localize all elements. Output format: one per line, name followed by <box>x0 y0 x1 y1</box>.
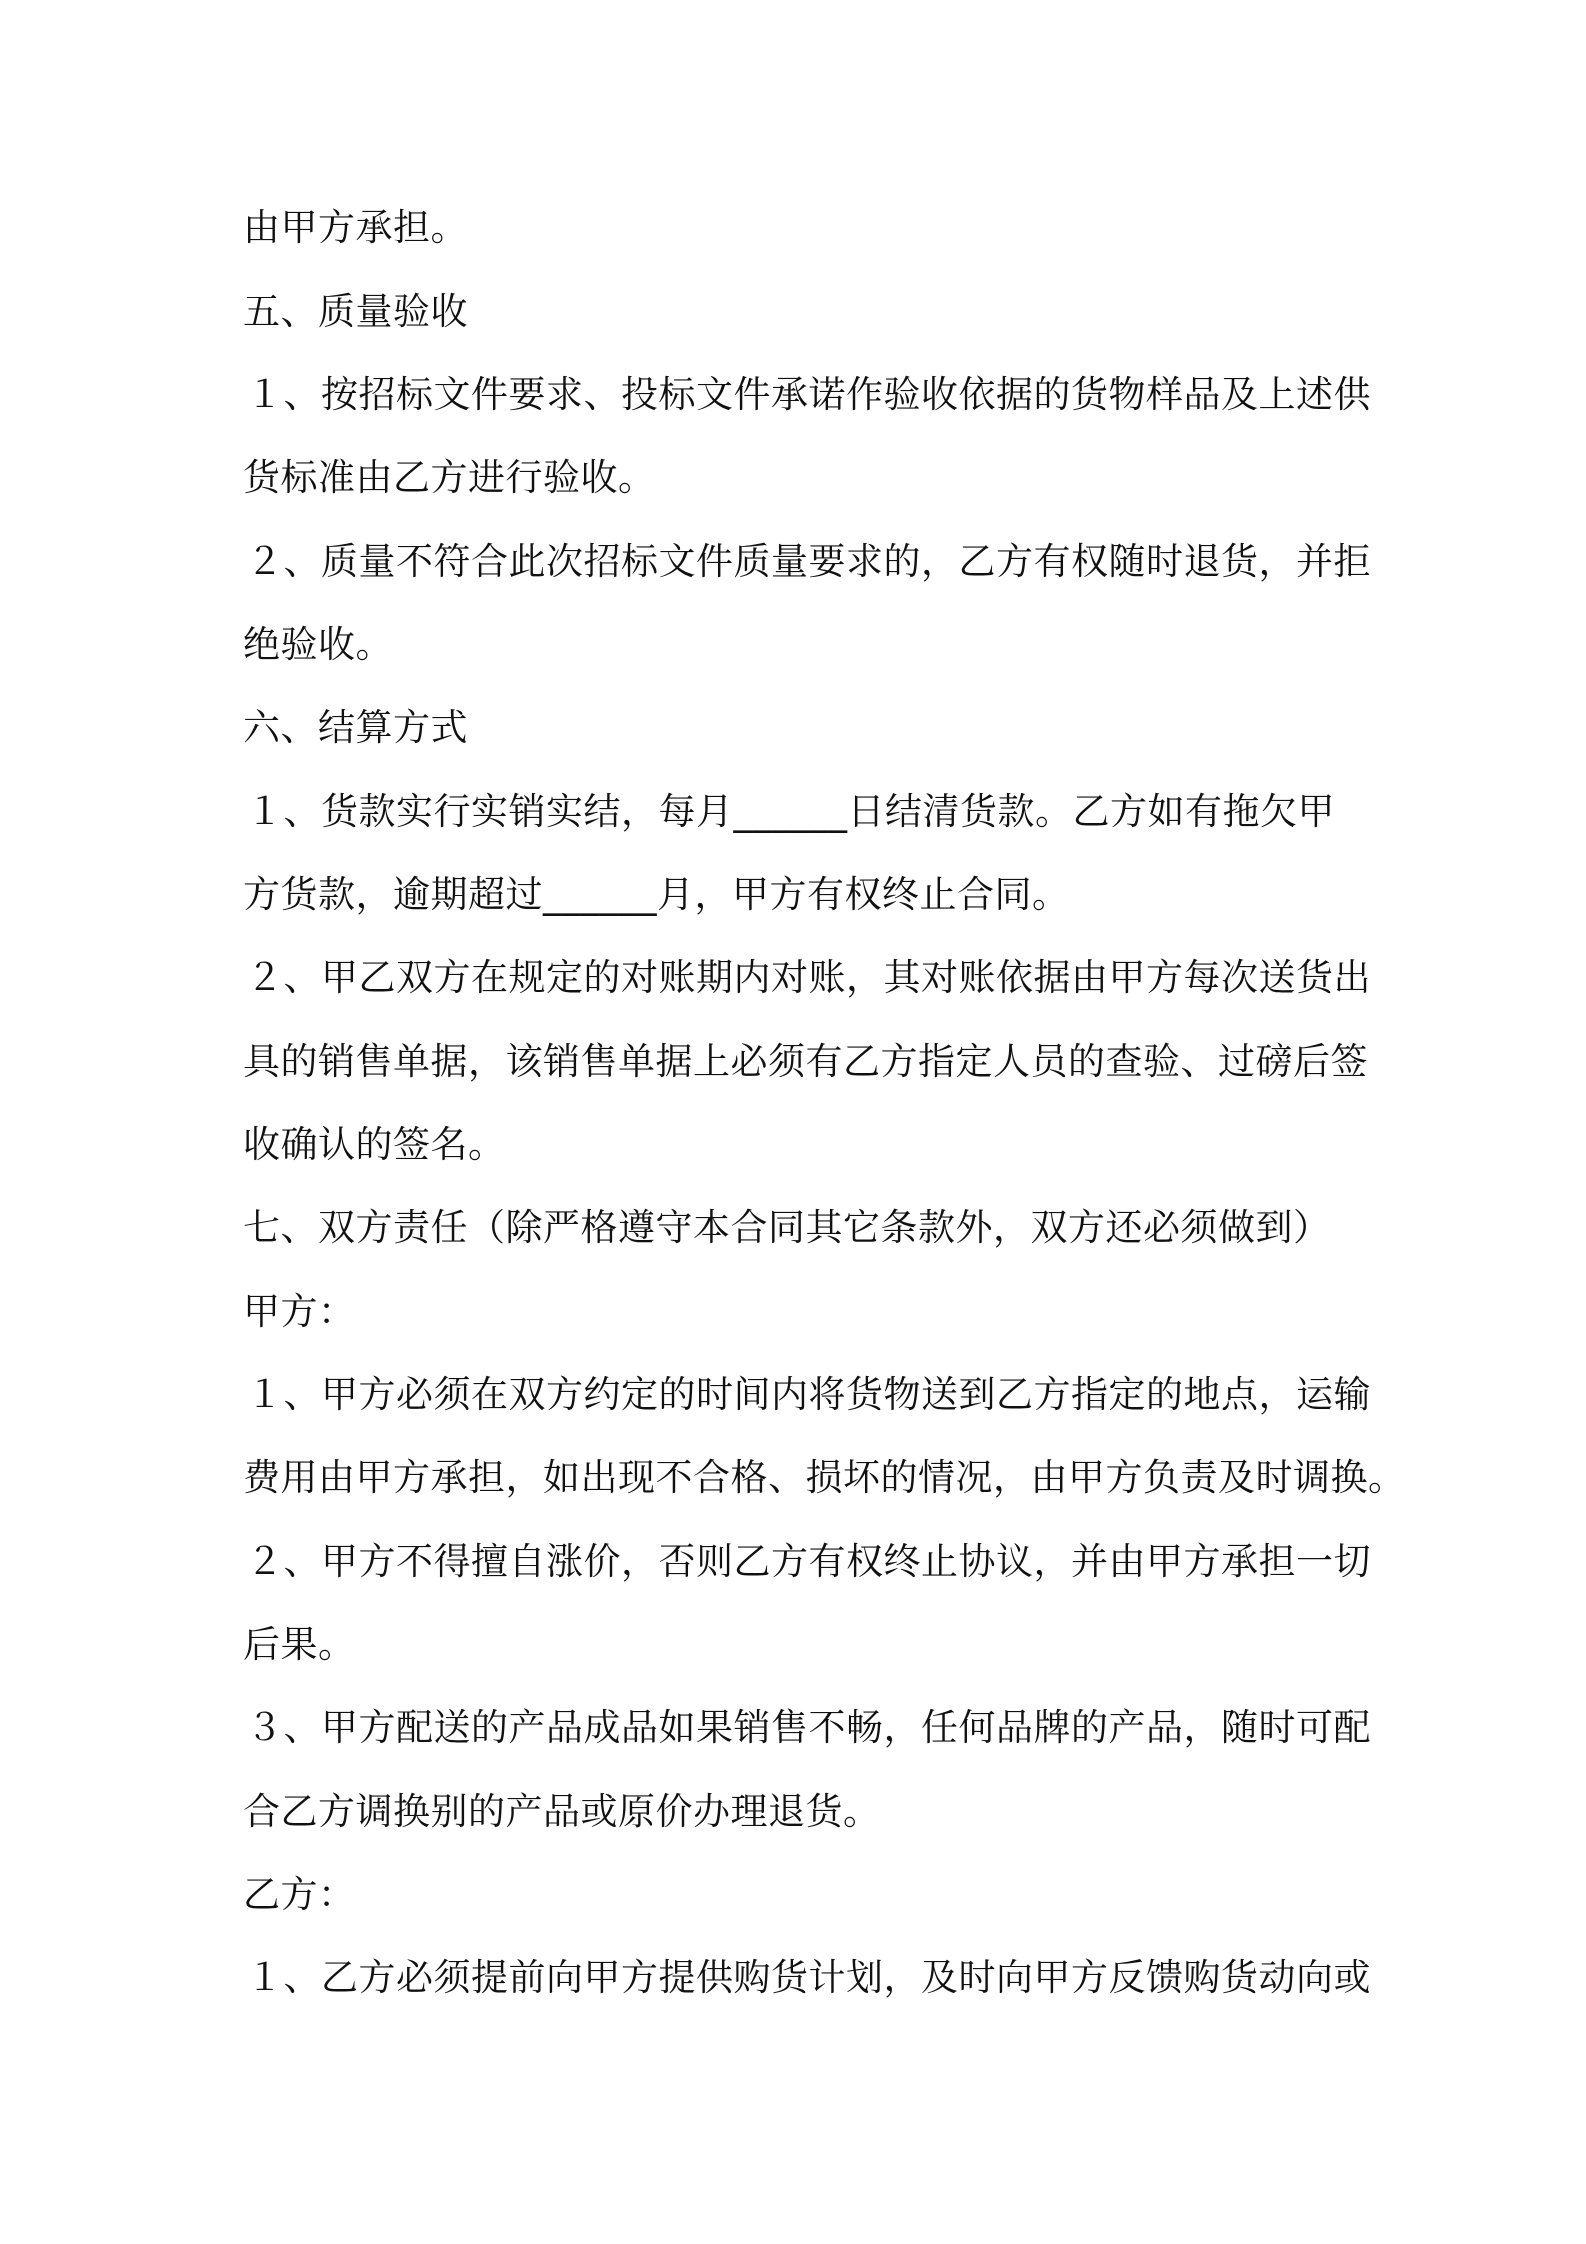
text-line: １、乙方必须提前向甲方提供购货计划，及时向甲方反馈购货动向或 <box>246 1956 1371 1999</box>
text-line: 绝验收。 <box>243 623 393 666</box>
text-line: ２、甲方不得擅自涨价，否则乙方有权终止协议，并由甲方承担一切 <box>246 1540 1371 1583</box>
text-line: ２、甲乙双方在规定的对账期内对账，其对账依据由甲方每次送货出 <box>246 956 1371 999</box>
text-line: ３、甲方配送的产品成品如果销售不畅，任何品牌的产品，随时可配 <box>246 1706 1371 1749</box>
text-line: ２、质量不符合此次招标文件质量要求的，乙方有权随时退货，并拒 <box>246 540 1371 583</box>
section-heading: 七、双方责任（除严格遵守本合同其它条款外，双方还必须做到） <box>243 1206 1331 1249</box>
text-line: １、货款实行实销实结，每月______日结清货款。乙方如有拖欠甲 <box>246 790 1335 833</box>
section-heading: 五、质量验收 <box>243 290 468 333</box>
party-heading: 甲方： <box>243 1290 356 1333</box>
text-line: 合乙方调换别的产品或原价办理退货。 <box>243 1790 881 1833</box>
text-line: 费用由甲方承担，如出现不合格、损坏的情况，由甲方负责及时调换。 <box>243 1456 1406 1499</box>
text-line: 货标准由乙方进行验收。 <box>243 456 656 499</box>
text-line: １、按招标文件要求、投标文件承诺作验收依据的货物样品及上述供 <box>246 373 1371 416</box>
section-heading: 六、结算方式 <box>243 706 468 749</box>
text-line: 收确认的签名。 <box>243 1123 506 1166</box>
party-heading: 乙方： <box>243 1873 356 1916</box>
text-line: 具的销售单据，该销售单据上必须有乙方指定人员的查验、过磅后签 <box>243 1040 1368 1083</box>
text-line: 方货款，逾期超过______月，甲方有权终止合同。 <box>243 873 1070 916</box>
text-line: 后果。 <box>243 1623 356 1666</box>
text-line: 由甲方承担。 <box>243 206 468 249</box>
text-line: １、甲方必须在双方约定的时间内将货物送到乙方指定的地点，运输 <box>246 1373 1371 1416</box>
